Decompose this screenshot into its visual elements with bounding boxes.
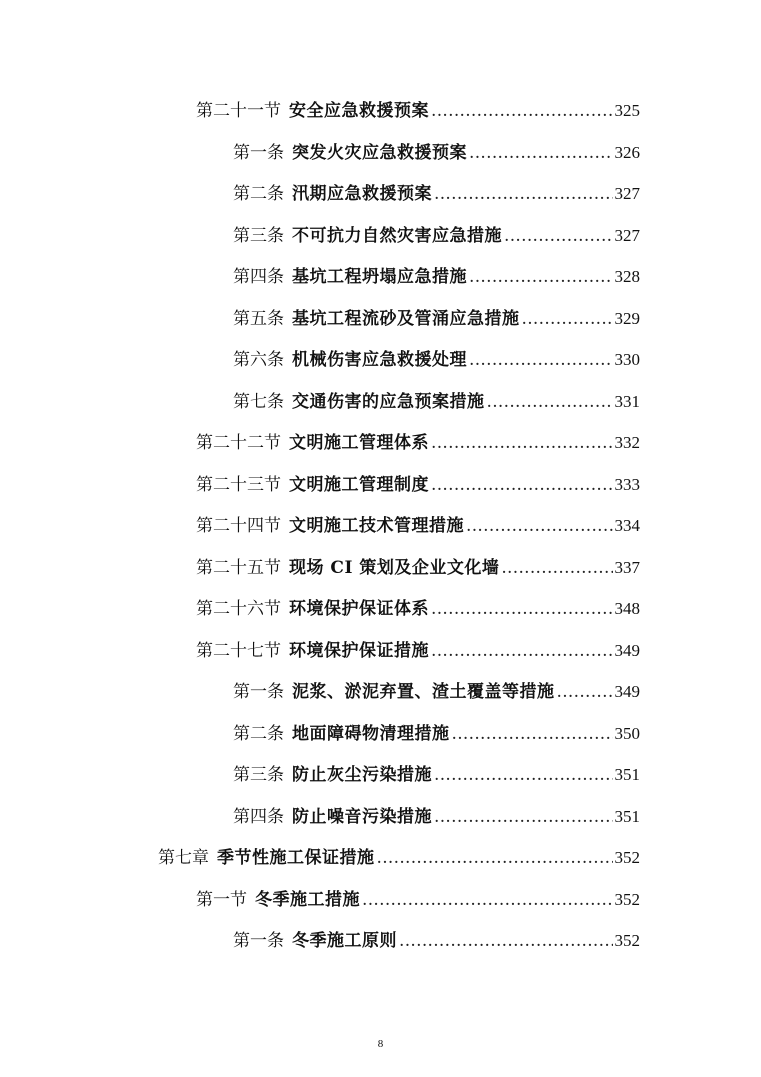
toc-entry-label: 第二十三节 bbox=[196, 475, 281, 495]
toc-entry-label: 第五条 bbox=[233, 309, 284, 329]
toc-entry-page: 325 bbox=[614, 101, 640, 120]
toc-entry-page: 334 bbox=[614, 516, 640, 535]
toc-leader-dots bbox=[431, 432, 613, 454]
toc-entry-title: 冬季施工措施 bbox=[255, 890, 360, 910]
toc-leader-dots bbox=[487, 391, 613, 413]
toc-entry-label: 第二十七节 bbox=[196, 641, 281, 661]
toc-entry-title: 机械伤害应急救援处理 bbox=[292, 350, 467, 370]
toc-entry-page: 326 bbox=[614, 143, 640, 162]
toc-entry-page: 329 bbox=[614, 309, 640, 328]
toc-leader-dots bbox=[434, 183, 613, 205]
toc-entry-page: 348 bbox=[614, 599, 640, 618]
toc-entry-page: 328 bbox=[614, 267, 640, 286]
toc-leader-dots bbox=[362, 889, 613, 911]
toc-entry-page: 333 bbox=[614, 475, 640, 494]
toc-entry-page: 351 bbox=[614, 765, 640, 784]
toc-entry-title: 交通伤害的应急预案措施 bbox=[292, 392, 485, 412]
toc-leader-dots bbox=[399, 930, 613, 952]
toc-leader-dots bbox=[504, 225, 613, 247]
toc-entry-label: 第二条 bbox=[233, 184, 284, 204]
toc-entry[interactable] bbox=[196, 553, 640, 579]
page-number: 8 bbox=[377, 1038, 384, 1050]
toc-entry-title: 环境保护保证措施 bbox=[289, 641, 429, 661]
toc-leader-dots bbox=[434, 764, 613, 786]
toc-entry-title: 现场 CI 策划及企业文化墙 bbox=[289, 558, 500, 578]
toc-entry-title: 防止灰尘污染措施 bbox=[292, 765, 432, 785]
toc-leader-dots bbox=[469, 142, 613, 164]
toc-entry-title: 季节性施工保证措施 bbox=[217, 848, 375, 868]
toc-entry-page: 332 bbox=[614, 433, 640, 452]
toc-entry[interactable] bbox=[196, 428, 640, 454]
toc-leader-dots bbox=[466, 515, 613, 537]
toc-leader-dots bbox=[522, 308, 613, 330]
toc-leader-dots bbox=[434, 806, 613, 828]
toc-leader-dots bbox=[377, 847, 613, 869]
toc-entry-label: 第二十四节 bbox=[196, 516, 281, 536]
toc-entry[interactable] bbox=[233, 304, 640, 330]
toc-leader-dots bbox=[452, 723, 613, 745]
toc-entry-title: 地面障碍物清理措施 bbox=[292, 724, 450, 744]
toc-entry-title: 突发火灾应急救援预案 bbox=[292, 143, 467, 163]
toc-entry-page: 337 bbox=[614, 558, 640, 577]
toc-entry[interactable] bbox=[233, 345, 640, 371]
toc-entry-title: 基坑工程坍塌应急措施 bbox=[292, 267, 467, 287]
toc-leader-dots bbox=[469, 266, 613, 288]
toc-entry-label: 第三条 bbox=[233, 765, 284, 785]
toc-entry-title: 防止噪音污染措施 bbox=[292, 807, 432, 827]
toc-entry-page: 351 bbox=[614, 807, 640, 826]
toc-entry[interactable] bbox=[233, 138, 640, 164]
toc-entry-label: 第二十六节 bbox=[196, 599, 281, 619]
toc-leader-dots bbox=[431, 640, 613, 662]
toc-entry-page: 331 bbox=[614, 392, 640, 411]
toc-entry[interactable] bbox=[196, 511, 640, 537]
toc-entry-page: 349 bbox=[614, 641, 640, 660]
toc-entry-title: 环境保护保证体系 bbox=[289, 599, 429, 619]
toc-entry[interactable] bbox=[196, 636, 640, 662]
toc-entry[interactable] bbox=[158, 843, 640, 869]
toc-entry-label: 第三条 bbox=[233, 226, 284, 246]
toc-entry-title: 基坑工程流砂及管涌应急措施 bbox=[292, 309, 520, 329]
toc-entry[interactable] bbox=[233, 677, 640, 703]
toc-entry-page: 327 bbox=[614, 184, 640, 203]
toc-entry[interactable] bbox=[233, 221, 640, 247]
toc-entry[interactable] bbox=[233, 179, 640, 205]
toc-entry-label: 第二十一节 bbox=[196, 101, 281, 121]
toc-entry-label: 第二十二节 bbox=[196, 433, 281, 453]
toc-entry-label: 第二十五节 bbox=[196, 558, 281, 578]
toc-leader-dots bbox=[431, 598, 613, 620]
toc-entry-label: 第四条 bbox=[233, 807, 284, 827]
toc-entry-page: 352 bbox=[614, 890, 640, 909]
toc-entry-label: 第一条 bbox=[233, 682, 284, 702]
toc-entry-label: 第四条 bbox=[233, 267, 284, 287]
toc-entry-label: 第七条 bbox=[233, 392, 284, 412]
toc-entry[interactable] bbox=[233, 760, 640, 786]
toc-entry[interactable] bbox=[233, 262, 640, 288]
toc-entry[interactable] bbox=[196, 96, 640, 122]
toc-entry-title: 冬季施工原则 bbox=[292, 931, 397, 951]
toc-entry-page: 330 bbox=[614, 350, 640, 369]
toc-entry[interactable] bbox=[196, 594, 640, 620]
toc-entry[interactable] bbox=[233, 802, 640, 828]
toc-entry-page: 350 bbox=[614, 724, 640, 743]
toc-entry-title: 泥浆、淤泥弃置、渣土覆盖等措施 bbox=[292, 682, 555, 702]
toc-entry-title: 文明施工技术管理措施 bbox=[289, 516, 464, 536]
toc-leader-dots bbox=[431, 100, 613, 122]
toc-entry[interactable] bbox=[233, 719, 640, 745]
toc-entry-label: 第一条 bbox=[233, 931, 284, 951]
toc-entry-title: 安全应急救援预案 bbox=[289, 101, 429, 121]
toc-entry-page: 352 bbox=[614, 931, 640, 950]
toc-entry-page: 327 bbox=[614, 226, 640, 245]
toc-leader-dots bbox=[469, 349, 613, 371]
toc-entry-label: 第六条 bbox=[233, 350, 284, 370]
toc-entry-label: 第七章 bbox=[158, 848, 209, 868]
toc-leader-dots bbox=[431, 474, 613, 496]
toc-leader-dots bbox=[501, 557, 612, 579]
toc-entry-label: 第一节 bbox=[196, 890, 247, 910]
toc-entry-page: 349 bbox=[614, 682, 640, 701]
toc-leader-dots bbox=[557, 681, 613, 703]
toc-entry-title: 文明施工管理体系 bbox=[289, 433, 429, 453]
toc-entry-title: 汛期应急救援预案 bbox=[292, 184, 432, 204]
toc-entry-title: 文明施工管理制度 bbox=[289, 475, 429, 495]
toc-entry-page: 352 bbox=[614, 848, 640, 867]
toc-entry-label: 第二条 bbox=[233, 724, 284, 744]
toc-entry[interactable] bbox=[196, 885, 640, 911]
toc-entry[interactable] bbox=[233, 926, 640, 952]
toc-entry[interactable] bbox=[196, 470, 640, 496]
toc-entry-title: 不可抗力自然灾害应急措施 bbox=[292, 226, 502, 246]
toc-entry-label: 第一条 bbox=[233, 143, 284, 163]
toc-entry[interactable] bbox=[233, 387, 640, 413]
